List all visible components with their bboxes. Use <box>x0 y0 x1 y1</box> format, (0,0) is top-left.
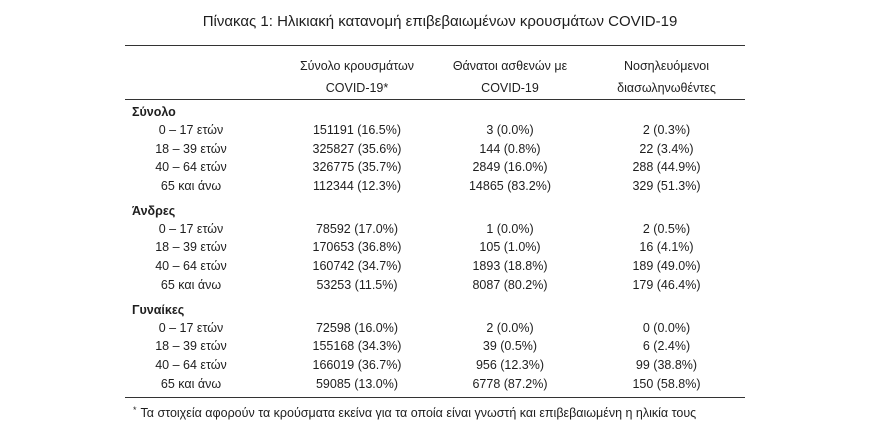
deaths-cell: 1893 (18.8%) <box>472 259 548 274</box>
table-row <box>125 337 745 356</box>
intubated-cell: 2 (0.5%) <box>642 221 691 236</box>
age-group-label: 18 – 39 ετών <box>155 339 227 354</box>
table-row <box>125 276 745 295</box>
intubated-cell: 2 (0.3%) <box>642 123 691 137</box>
table-row <box>125 177 745 196</box>
header-age-group <box>125 55 282 99</box>
age-group-label: 40 – 64 ετών <box>155 259 227 274</box>
table-row <box>125 140 745 159</box>
cases-cell: 166019 (36.7%) <box>312 357 402 372</box>
data-table <box>125 45 745 398</box>
header-line: Σύνολο κρουσμάτων <box>299 59 415 73</box>
table-row <box>125 319 745 338</box>
intubated-cell: 150 (58.8%) <box>632 376 701 391</box>
section-label-women: Γυναίκες <box>132 302 185 317</box>
footnote-marker: * <box>133 405 137 415</box>
header-line: διασωληνωθέντες <box>617 81 716 95</box>
header-deaths <box>432 55 588 99</box>
header-line: Νοσηλευόμενοι <box>623 59 709 73</box>
footnote-text: Τα στοιχεία αφορούν τα κρούσματα εκείνα για τα οποία είναι γνωστή και επιβεβαιωμένη η ηλικία τους <box>140 406 697 420</box>
table-footnote <box>133 402 696 421</box>
cases-cell: 72598 (16.0%) <box>315 320 398 335</box>
age-group-label: 40 – 64 ετών <box>155 357 227 372</box>
deaths-cell: 39 (0.5%) <box>482 339 538 354</box>
table-row <box>125 356 745 375</box>
deaths-cell: 14865 (83.2%) <box>468 178 551 193</box>
header-intubated <box>588 55 745 99</box>
cases-cell: 59085 (13.0%) <box>315 376 398 391</box>
table-row <box>125 121 745 140</box>
intubated-cell: 0 (0.0%) <box>642 320 691 335</box>
deaths-cell: 1 (0.0%) <box>486 221 534 236</box>
cases-cell: 78592 (17.0%) <box>315 221 398 236</box>
intubated-cell: 288 (44.9%) <box>632 160 701 175</box>
table-row <box>125 257 745 276</box>
cases-cell: 170653 (36.8%) <box>312 240 402 255</box>
age-group-label: 18 – 39 ετών <box>155 141 227 156</box>
cases-cell: 151191 (16.5%) <box>312 123 402 137</box>
table-row <box>125 238 745 257</box>
age-group-label: 18 – 39 ετών <box>155 240 227 255</box>
age-group-label: 40 – 64 ετών <box>155 160 227 175</box>
age-group-label: 0 – 17 ετών <box>158 221 224 236</box>
table-row <box>125 375 745 394</box>
age-group-label: 0 – 17 ετών <box>158 320 224 335</box>
age-group-label: 0 – 17 ετών <box>158 123 224 137</box>
deaths-cell: 2849 (16.0%) <box>472 160 548 175</box>
header-line: COVID-19* <box>325 81 389 95</box>
deaths-cell: 8087 (80.2%) <box>472 277 548 292</box>
header-total-cases <box>282 55 432 99</box>
intubated-cell: 22 (3.4%) <box>639 141 694 156</box>
deaths-cell: 2 (0.0%) <box>486 320 534 335</box>
table-title: Πίνακας 1: Ηλικιακή κατανομή επιβεβαιωμένων κρουσμάτων COVID-19 <box>202 13 678 30</box>
cases-cell: 326775 (35.7%) <box>312 160 402 175</box>
cases-cell: 325827 (35.6%) <box>312 141 402 156</box>
section-label-total: Σύνολο <box>132 105 176 119</box>
intubated-cell: 6 (2.4%) <box>642 339 691 354</box>
header-line: Θάνατοι ασθενών με <box>452 59 568 73</box>
intubated-cell: 16 (4.1%) <box>639 240 694 255</box>
age-group-label: 65 και άνω <box>160 178 222 193</box>
intubated-cell: 189 (49.0%) <box>632 259 701 274</box>
cases-cell: 112344 (12.3%) <box>312 178 402 193</box>
age-group-label: 65 και άνω <box>160 277 222 292</box>
section-label-men: Άνδρες <box>132 203 176 218</box>
table-header <box>125 46 745 100</box>
intubated-cell: 99 (38.8%) <box>635 357 698 372</box>
intubated-cell: 329 (51.3%) <box>632 178 701 193</box>
age-group-label: 65 και άνω <box>160 376 222 391</box>
table-body <box>125 100 745 397</box>
cases-cell: 155168 (34.3%) <box>312 339 402 354</box>
table-row <box>125 220 745 239</box>
deaths-cell: 3 (0.0%) <box>486 123 534 137</box>
deaths-cell: 105 (1.0%) <box>479 240 541 255</box>
cases-cell: 53253 (11.5%) <box>316 277 398 292</box>
deaths-cell: 6778 (87.2%) <box>472 376 548 391</box>
cases-cell: 160742 (34.7%) <box>312 259 402 274</box>
deaths-cell: 956 (12.3%) <box>475 357 545 372</box>
table-row <box>125 158 745 177</box>
deaths-cell: 144 (0.8%) <box>479 141 541 156</box>
intubated-cell: 179 (46.4%) <box>632 277 701 292</box>
header-line: COVID-19 <box>481 81 539 95</box>
